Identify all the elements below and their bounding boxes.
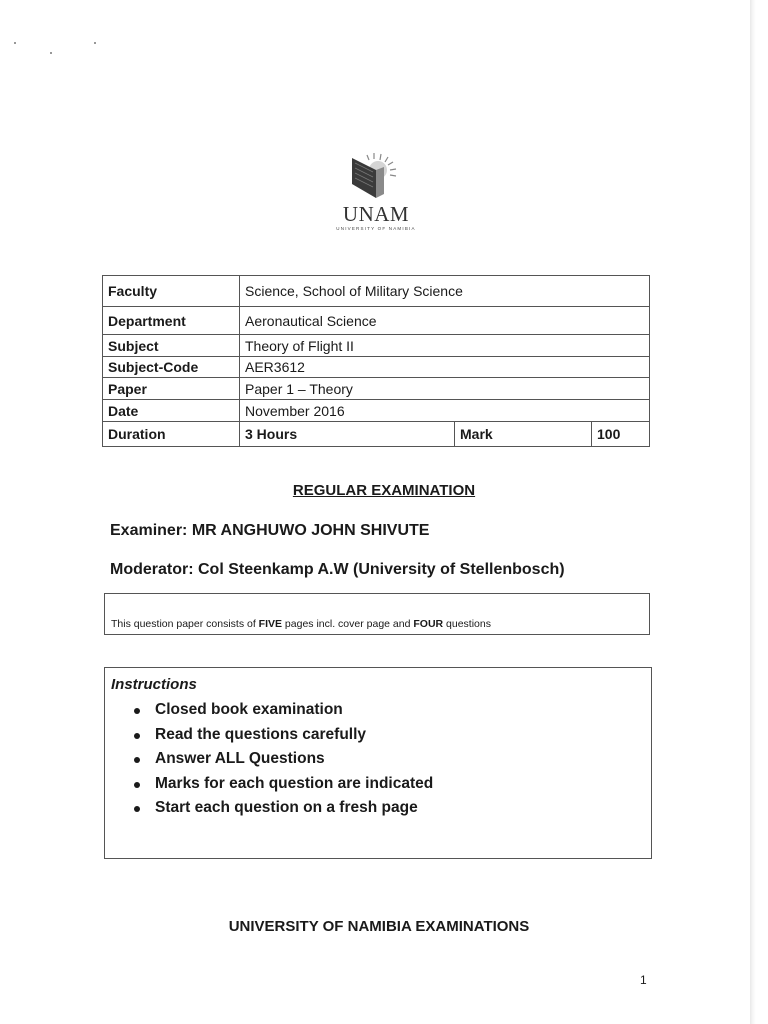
mark-value: 100 [592, 422, 650, 447]
duration-label: Duration [103, 422, 240, 447]
date-label: Date [103, 400, 240, 422]
instructions-box [104, 667, 652, 859]
table-row [103, 357, 650, 378]
date-value: November 2016 [240, 400, 650, 422]
paper-edge-shadow [750, 0, 768, 1024]
footer-heading: UNIVERSITY OF NAMIBIA EXAMINATIONS [228, 918, 530, 935]
department-label: Department [103, 307, 240, 335]
list-item: Read the questions carefully [115, 723, 433, 748]
duration-value: 3 Hours [240, 422, 455, 447]
table-row [103, 276, 650, 307]
paper-info-text: This question paper consists of FIVE pages incl. cover page and FOUR questions [111, 618, 491, 630]
paper-info-box [104, 593, 650, 635]
paper-value: Paper 1 – Theory [240, 378, 650, 400]
examiner-line: Examiner: MR ANGHUWO JOHN SHIVUTE [110, 522, 430, 539]
question-count: FOUR [413, 618, 444, 630]
faculty-value: Science, School of Military Science [240, 276, 650, 307]
book-sun-emblem [326, 150, 426, 202]
table-row [103, 400, 650, 422]
faculty-label: Faculty [103, 276, 240, 307]
scan-speck [50, 52, 52, 54]
mark-label: Mark [455, 422, 592, 447]
subject-code-label: Subject-Code [103, 357, 240, 378]
list-item: Start each question on a fresh page [115, 796, 433, 821]
instructions-list [115, 698, 433, 821]
table-row [103, 307, 650, 335]
university-logo [326, 150, 426, 240]
list-item: Closed book examination [115, 698, 433, 723]
list-item: Marks for each question are indicated [115, 772, 433, 797]
subject-label: Subject [103, 335, 240, 357]
table-row [103, 335, 650, 357]
scan-speck [94, 42, 96, 44]
exam-info-table [102, 275, 650, 447]
exam-type-heading: REGULAR EXAMINATION [292, 482, 476, 499]
subject-value: Theory of Flight II [240, 335, 650, 357]
moderator-line: Moderator: Col Steenkamp A.W (University of Stellenbosch) [110, 561, 565, 578]
page-number: 1 [640, 973, 647, 987]
scan-speck [14, 42, 16, 44]
paper-label: Paper [103, 378, 240, 400]
page-count: FIVE [258, 618, 283, 630]
table-row [103, 422, 650, 447]
list-item: Answer ALL Questions [115, 747, 433, 772]
table-row [103, 378, 650, 400]
logo-subtitle: UNIVERSITY OF NAMIBIA [336, 226, 416, 231]
subject-code-value: AER3612 [240, 357, 650, 378]
logo-wordmark: UNAM [342, 202, 410, 226]
instructions-title: Instructions [111, 676, 197, 693]
department-value: Aeronautical Science [240, 307, 650, 335]
